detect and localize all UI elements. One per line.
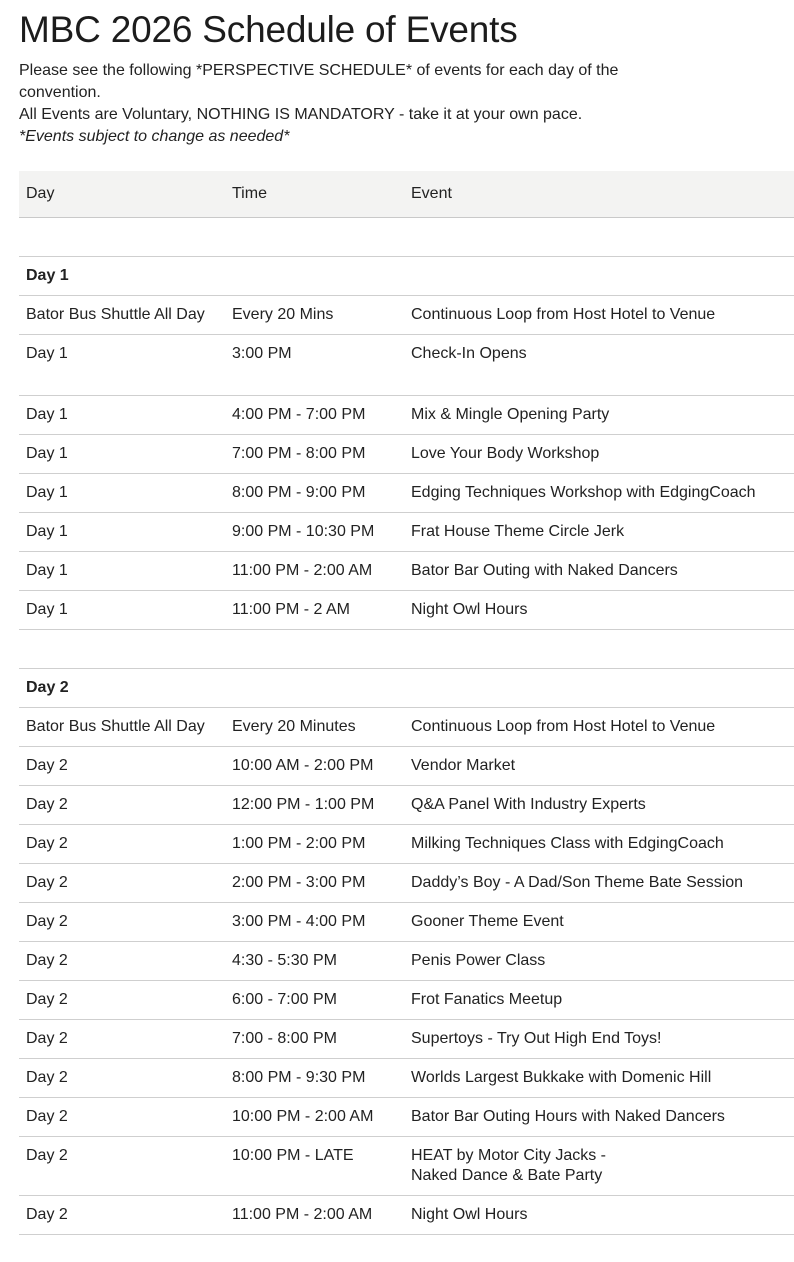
time-cell: 11:00 PM - 2 AM — [225, 591, 404, 630]
table-row — [19, 335, 794, 396]
event-cell: Night Owl Hours — [404, 1196, 794, 1235]
time-cell: 12:00 PM - 1:00 PM — [225, 786, 404, 825]
table-row — [19, 864, 794, 903]
event-cell: Daddy’s Boy - A Dad/Son Theme Bate Session — [404, 864, 794, 903]
time-cell: 4:30 - 5:30 PM — [225, 942, 404, 981]
table-row — [19, 435, 794, 474]
day-cell: Bator Bus Shuttle All Day — [19, 708, 225, 747]
table-row — [19, 825, 794, 864]
event-cell: Gooner Theme Event — [404, 903, 794, 942]
column-header-day: Day — [19, 171, 225, 218]
event-cell: Love Your Body Workshop — [404, 435, 794, 474]
day-cell: Day 2 — [19, 1098, 225, 1137]
event-cell: Check-In Opens — [404, 335, 794, 396]
time-cell: Every 20 Minutes — [225, 708, 404, 747]
time-cell: 10:00 AM - 2:00 PM — [225, 747, 404, 786]
table-row — [19, 1059, 794, 1098]
day-2-label: Day 2 — [19, 669, 225, 708]
table-row — [19, 1137, 794, 1196]
table-row — [19, 474, 794, 513]
time-cell: 3:00 PM - 4:00 PM — [225, 903, 404, 942]
event-cell: Frot Fanatics Meetup — [404, 981, 794, 1020]
event-line-2: Naked Dance & Bate Party — [411, 1167, 603, 1184]
table-row — [19, 747, 794, 786]
day-cell: Day 2 — [19, 825, 225, 864]
table-row — [19, 1196, 794, 1235]
time-cell: 8:00 PM - 9:00 PM — [225, 474, 404, 513]
time-cell: 7:00 - 8:00 PM — [225, 1020, 404, 1059]
event-cell — [404, 1137, 794, 1196]
time-cell: 10:00 PM - LATE — [225, 1137, 404, 1196]
day-cell: Day 1 — [19, 335, 225, 396]
time-cell: 1:00 PM - 2:00 PM — [225, 825, 404, 864]
table-row — [19, 942, 794, 981]
table-row — [19, 591, 794, 630]
event-cell: Frat House Theme Circle Jerk — [404, 513, 794, 552]
time-cell: Every 20 Mins — [225, 296, 404, 335]
time-cell: 8:00 PM - 9:30 PM — [225, 1059, 404, 1098]
event-line-1: HEAT by Motor City Jacks - — [411, 1147, 606, 1164]
event-cell: Mix & Mingle Opening Party — [404, 396, 794, 435]
day-cell: Day 1 — [19, 552, 225, 591]
column-header-event: Event — [404, 171, 794, 218]
table-row — [19, 396, 794, 435]
event-cell: Bator Bar Outing Hours with Naked Dancers — [404, 1098, 794, 1137]
spacer-row — [19, 630, 794, 669]
table-row — [19, 903, 794, 942]
schedule-table — [19, 171, 794, 1235]
spacer-row — [19, 218, 794, 257]
table-row — [19, 513, 794, 552]
day-cell: Day 2 — [19, 1059, 225, 1098]
event-cell: Bator Bar Outing with Naked Dancers — [404, 552, 794, 591]
intro-line-1: Please see the following *PERSPECTIVE SCHEDULE* of events for each day of the convention. — [19, 62, 619, 101]
day-cell: Day 2 — [19, 903, 225, 942]
time-cell: 11:00 PM - 2:00 AM — [225, 552, 404, 591]
day-cell: Day 2 — [19, 942, 225, 981]
day-cell: Day 2 — [19, 1137, 225, 1196]
intro — [19, 60, 775, 148]
day-cell: Day 2 — [19, 747, 225, 786]
event-cell: Continuous Loop from Host Hotel to Venue — [404, 296, 794, 335]
day-cell: Day 1 — [19, 474, 225, 513]
day-cell: Day 2 — [19, 1020, 225, 1059]
intro-line-2: All Events are Voluntary, NOTHING IS MANDATORY - take it at your own pace. — [19, 106, 583, 123]
table-row — [19, 552, 794, 591]
day-cell: Day 1 — [19, 513, 225, 552]
time-cell: 4:00 PM - 7:00 PM — [225, 396, 404, 435]
event-cell: Night Owl Hours — [404, 591, 794, 630]
day-cell: Day 2 — [19, 981, 225, 1020]
time-cell: 10:00 PM - 2:00 AM — [225, 1098, 404, 1137]
time-cell: 2:00 PM - 3:00 PM — [225, 864, 404, 903]
table-row — [19, 1098, 794, 1137]
event-cell: Penis Power Class — [404, 942, 794, 981]
day-cell: Day 2 — [19, 786, 225, 825]
table-row — [19, 1020, 794, 1059]
table-row — [19, 708, 794, 747]
time-cell: 9:00 PM - 10:30 PM — [225, 513, 404, 552]
table-row — [19, 786, 794, 825]
time-cell: 7:00 PM - 8:00 PM — [225, 435, 404, 474]
table-row — [19, 296, 794, 335]
day-cell: Day 2 — [19, 1196, 225, 1235]
table-header-row — [19, 171, 794, 218]
day-cell: Day 1 — [19, 435, 225, 474]
time-cell: 3:00 PM — [225, 335, 404, 396]
column-header-time: Time — [225, 171, 404, 218]
day-cell: Day 2 — [19, 864, 225, 903]
day-1-label: Day 1 — [19, 257, 225, 296]
day-cell: Day 1 — [19, 396, 225, 435]
table-row — [19, 981, 794, 1020]
day-1-header-row — [19, 257, 794, 296]
event-cell: Supertoys - Try Out High End Toys! — [404, 1020, 794, 1059]
day-cell: Bator Bus Shuttle All Day — [19, 296, 225, 335]
page-title: MBC 2026 Schedule of Events — [19, 9, 518, 50]
event-cell: Edging Techniques Workshop with EdgingCoach — [404, 474, 794, 513]
time-cell: 6:00 - 7:00 PM — [225, 981, 404, 1020]
intro-note: *Events subject to change as needed* — [19, 128, 290, 145]
day-2-header-row — [19, 669, 794, 708]
event-cell: Continuous Loop from Host Hotel to Venue — [404, 708, 794, 747]
time-cell: 11:00 PM - 2:00 AM — [225, 1196, 404, 1235]
day-cell: Day 1 — [19, 591, 225, 630]
event-cell: Vendor Market — [404, 747, 794, 786]
event-cell: Q&A Panel With Industry Experts — [404, 786, 794, 825]
event-cell: Worlds Largest Bukkake with Domenic Hill — [404, 1059, 794, 1098]
event-cell: Milking Techniques Class with EdgingCoach — [404, 825, 794, 864]
